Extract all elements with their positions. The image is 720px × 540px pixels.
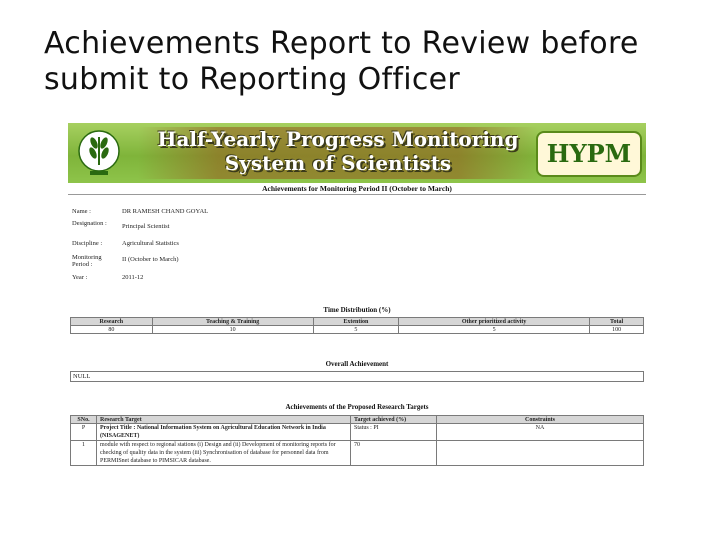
table-cell: NA (437, 424, 644, 441)
hypm-logo (536, 131, 642, 177)
banner-title-line2: System of Scientists (224, 151, 452, 175)
report-screenshot (68, 120, 646, 472)
column-header: Extention (313, 318, 399, 326)
column-header: Constraints (437, 416, 644, 424)
banner-title-line1: Half-Yearly Progress Monitoring (157, 127, 519, 151)
targets-heading: Achievements of the Proposed Research Targets (285, 403, 429, 411)
slide-title-line2: submit to Reporting Officer (44, 62, 461, 97)
table-header-row (71, 416, 644, 424)
column-header: SNo. (71, 416, 97, 424)
field-label: Monitoring Period : (72, 254, 102, 268)
table-cell (437, 441, 644, 466)
overall-achievement-value: NULL (70, 371, 644, 382)
column-header: Total (590, 318, 644, 326)
icar-wheat-logo-icon (76, 129, 122, 177)
table-cell: module with respect to regional stations (i) Design and (ii) Development of monitoring reports for checking of quality data in the system (iii) Synchronisation of database for personnel data from PERMISnet database to PIMSICAR database. (97, 441, 351, 466)
field-value: 2011-12 (122, 274, 144, 281)
hypm-banner (68, 123, 646, 183)
field-label: Year : (72, 274, 88, 281)
field-value: II (October to March) (122, 256, 179, 263)
time-distribution-heading: Time Distribution (%) (323, 306, 391, 314)
table-cell: P (71, 424, 97, 441)
time-distribution-table (70, 317, 644, 334)
column-header: Other prioritized activity (399, 318, 590, 326)
field-value: Principal Scientist (122, 223, 170, 230)
table-cell: 10 (152, 326, 313, 334)
divider (68, 194, 646, 195)
targets-table (70, 415, 644, 466)
table-cell: 1 (71, 441, 97, 466)
table-row (71, 326, 644, 334)
hypm-logo-text: HYPM (546, 139, 632, 168)
table-cell: 5 (399, 326, 590, 334)
slide-title (44, 26, 694, 98)
table-row (71, 441, 644, 466)
table-cell: 70 (351, 441, 437, 466)
column-header: Target achieved (%) (351, 416, 437, 424)
overall-achievement-heading: Overall Achievement (325, 360, 389, 368)
field-label: Designation : (72, 220, 107, 227)
table-cell: 100 (590, 326, 644, 334)
column-header: Research Target (97, 416, 351, 424)
column-header: Teaching & Training (152, 318, 313, 326)
table-row (71, 424, 644, 441)
period-heading: Achievements for Monitoring Period II (October to March) (262, 184, 452, 193)
field-value: Agricultural Statistics (122, 240, 179, 247)
field-value: DR RAMESH CHAND GOYAL (122, 208, 209, 215)
column-header: Research (71, 318, 153, 326)
banner-title (138, 127, 538, 179)
table-cell: 5 (313, 326, 399, 334)
table-cell: Status : PI (351, 424, 437, 441)
table-header-row (71, 318, 644, 326)
field-label: Discipline : (72, 240, 103, 247)
table-cell: Project Title : National Information System on Agricultural Education Network in India (NISAGENET) (97, 424, 351, 441)
slide-title-line1: Achievements Report to Review before (44, 26, 639, 61)
field-label: Name : (72, 208, 91, 215)
table-cell: 80 (71, 326, 153, 334)
